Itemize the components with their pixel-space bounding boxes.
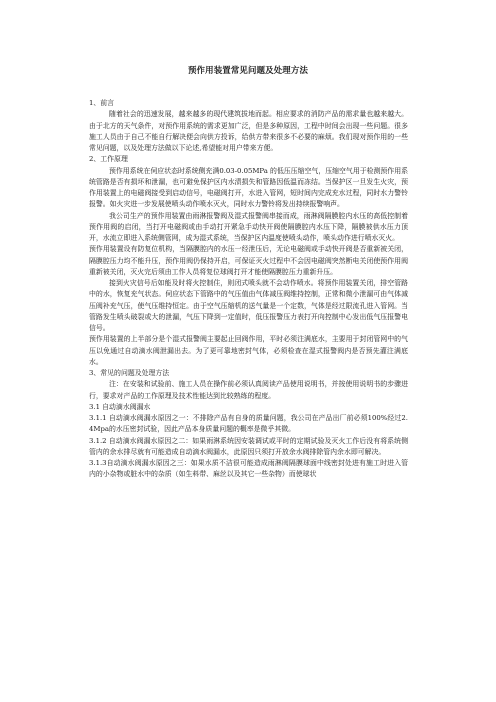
section-heading: 3、常见的问题及处理方法 (89, 369, 170, 377)
paragraph: 3.1.2 自动滴水阀漏水原因之二：如果雨淋系统因安装调试或平时的定期试验及灭火工作后没有将系统侧管内的余水排尽就有可能造成自动滴水阀漏水，此原因只须打开放余水阀排除管内余水即可解决。 (89, 436, 408, 456)
subsection-heading: 3.1 自动滴水阀漏水 (89, 402, 151, 411)
paragraph: 3.1.1 自动滴水阀漏水原因之一：不排除产品有自身的质量问题，我公司在产品出厂前必须100%经过2.4Mpa的水压密封试验，因此产品本身质量问题的概率是微乎其微。 (89, 414, 408, 434)
paragraph: 随着社会的迅速发展，越来越多的现代建筑拔地而起。相应要求的消防产品的需求量也越来越大。由于北方的天气条件，对预作用系统的需求更加广泛，但是多种原因，工程中时间会出现一些问题。很多施工人员由于自己不能自行解决便会向供方投诉，给供方带来很多不必要的麻烦。我们现对预作用的一些常见问题，以及处理方法做以下论述,希望能对用户带来方便。 (89, 110, 408, 152)
document-title: 预作用装置常见问题及处理方法 (187, 65, 309, 75)
paragraph: 注：在安装和试验前、施工人员在操作前必须认真阅读产品使用说明书，并按使用说明书的步骤进行，要求对产品的工作原理及技术性能达到比较熟练的程度。 (89, 380, 408, 400)
paragraph: 接到火灾信号后如能及时将火控制住，则闭式喷头就不会动作喷水。将预作用装置关闭，排空管路中的水，恢复充气状态。伺应状态下管路中的气压值由气体减压阀维持控制，正常和微小泄漏可由气体减压阀补充气压，使气压维持恒定。由于空气压缩机的送气量是一个定数，气体是经过限流孔进入管网。当管路发生喷头破裂或大的泄漏，气压下降到一定值时，低压报警压力表打开向控制中心发出低气压报警电信号。 (89, 279, 408, 332)
paragraph: 我公司生产的预作用装置由雨淋报警阀及湿式报警阀串接而成，雨淋阀隔膜腔内水压的高低控制着预作用阀的启闭，当打开电磁阀或由手动打开紧急手动快开阀使隔膜腔内水压下降，隔膜被供水压力顶开，水流立即进入系统侧管网，成为湿式系统，当保护区内温度使喷头动作，喷头动作进行喷水灭火。 (89, 211, 408, 242)
section-heading: 1、前言 (89, 99, 115, 107)
paragraph: 预作用系统在伺应状态时系统侧充满0.03-0.05MPa 的低压压缩空气，压缩空气用于检测预作用系统管路是否有损坏和泄漏，也可避免保护区内水渍损失和管路因低温而冻结。当保护区一旦发生火灾，预作用装置上的电磁阀接受到启动信号，电磁阀打开，水进入管网，短时间内完成充水过程，同时水力警铃报警。如火灾进一步发展使喷头动作喷水灭火，同时水力警铃将发出持续报警响声。 (89, 166, 408, 209)
document-body (89, 98, 408, 481)
section-heading: 2、工作原理 (89, 155, 128, 164)
paragraph: 3.1.3自动滴水阀漏水原因之三：如果水质不洁很可能造成雨淋阀隔膜球面中线密封处进有施工时进入管内的小杂物或脏水中的杂质（如生料带、麻丝以及其它一些杂物）而使球状 (89, 459, 408, 479)
paragraph: 预作用装置的上半部分是个湿式报警阀主要起止回阀作用，平时必须注满底水，主要用于封闭管网中的气压以免通过自动滴水阀泄漏出去。为了更可靠地密封气体，必须检查在湿式报警阀内是否预先灌注满底水。 (89, 335, 408, 366)
paragraph: 预作用装置设有防复位机构，当隔膜腔内的水压一经泄压后，无论电磁阀或手动快开阀是否重新被关闭，隔膜腔压力均不能升压，预作用阀仍保持开启，可保证灭火过程中不会因电磁阀突然断电关闭使预作用阀重新被关闭，灭火完后须由工作人员将复位球阀打开才能使隔膜腔压力重新升压。 (89, 245, 408, 276)
